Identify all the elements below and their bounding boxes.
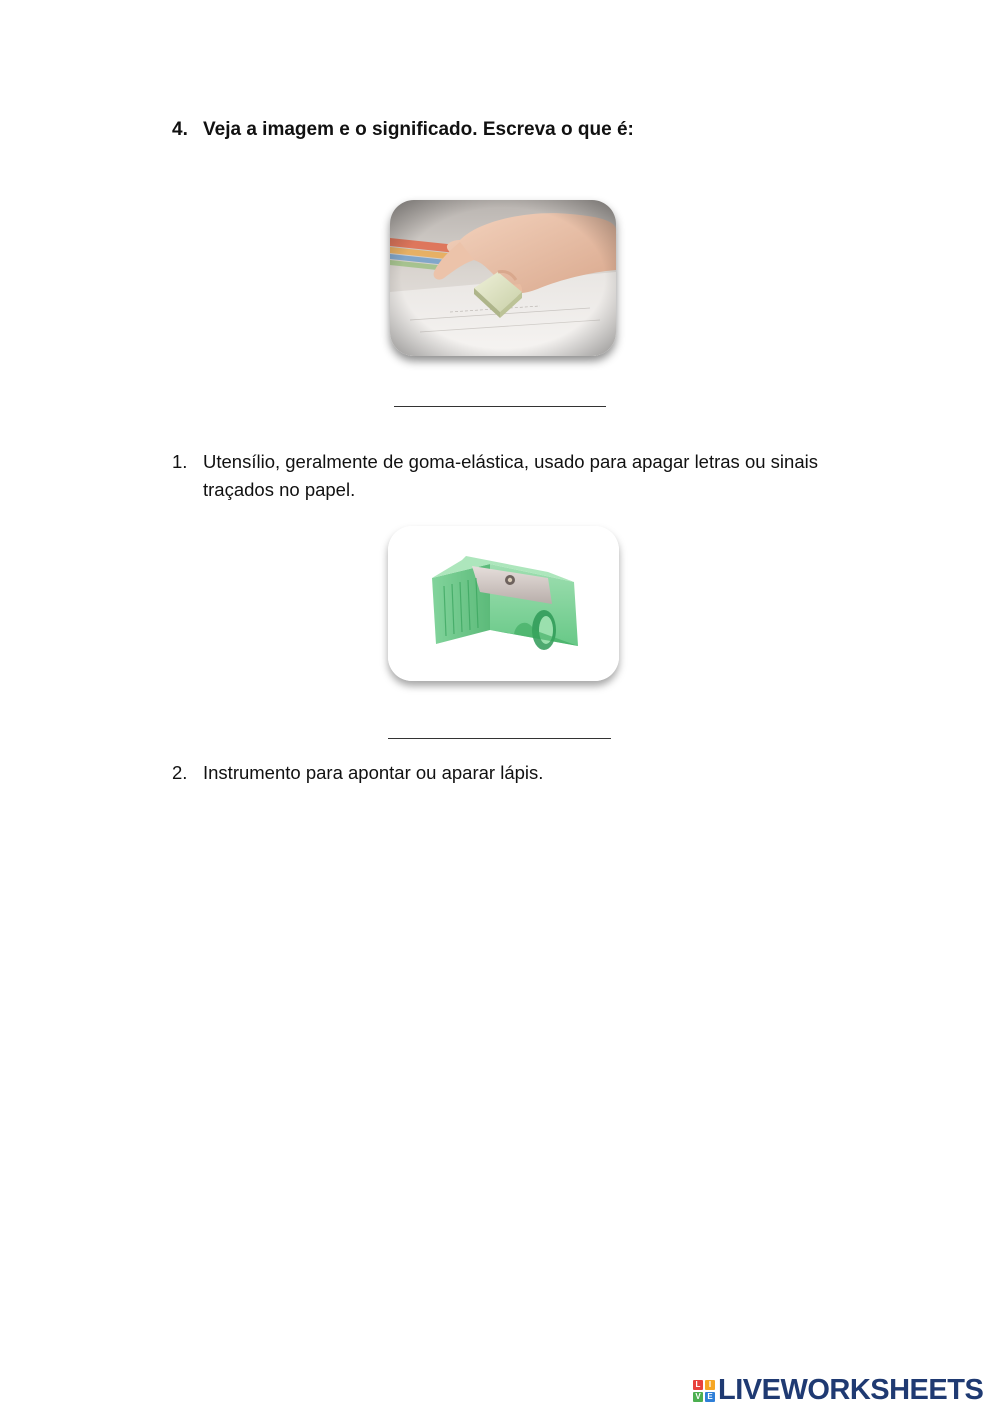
logo-letter: I bbox=[705, 1380, 715, 1390]
logo-letter: V bbox=[693, 1392, 703, 1402]
clue-number: 2. bbox=[172, 762, 188, 783]
clue-text: Instrumento para apontar ou aparar lápis. bbox=[203, 762, 544, 783]
answer-line-2[interactable] bbox=[388, 738, 611, 739]
eraser-image bbox=[390, 200, 616, 356]
question-instruction: Veja a imagem e o significado. Escreva o que é: bbox=[203, 119, 634, 140]
logo-letter: L bbox=[693, 1380, 703, 1390]
liveworksheets-logo-icon bbox=[693, 1380, 715, 1402]
clue-text: Utensílio, geralmente de goma-elástica, usado para apagar letras ou sinais traçados no papel. bbox=[203, 451, 818, 500]
clue-item-2 bbox=[172, 759, 883, 787]
liveworksheets-brand bbox=[693, 1374, 983, 1407]
clue-number: 1. bbox=[172, 451, 188, 472]
logo-letter: E bbox=[705, 1392, 715, 1402]
eraser-photo-icon bbox=[390, 200, 616, 356]
pencil-sharpener-photo-icon bbox=[388, 526, 619, 681]
clue-item-1 bbox=[172, 448, 883, 504]
brand-text: LIVEWORKSHEETS bbox=[718, 1374, 984, 1406]
sharpener-image bbox=[388, 526, 619, 681]
question-heading bbox=[172, 119, 634, 141]
answer-line-1[interactable] bbox=[394, 406, 606, 407]
question-number: 4. bbox=[172, 119, 188, 140]
